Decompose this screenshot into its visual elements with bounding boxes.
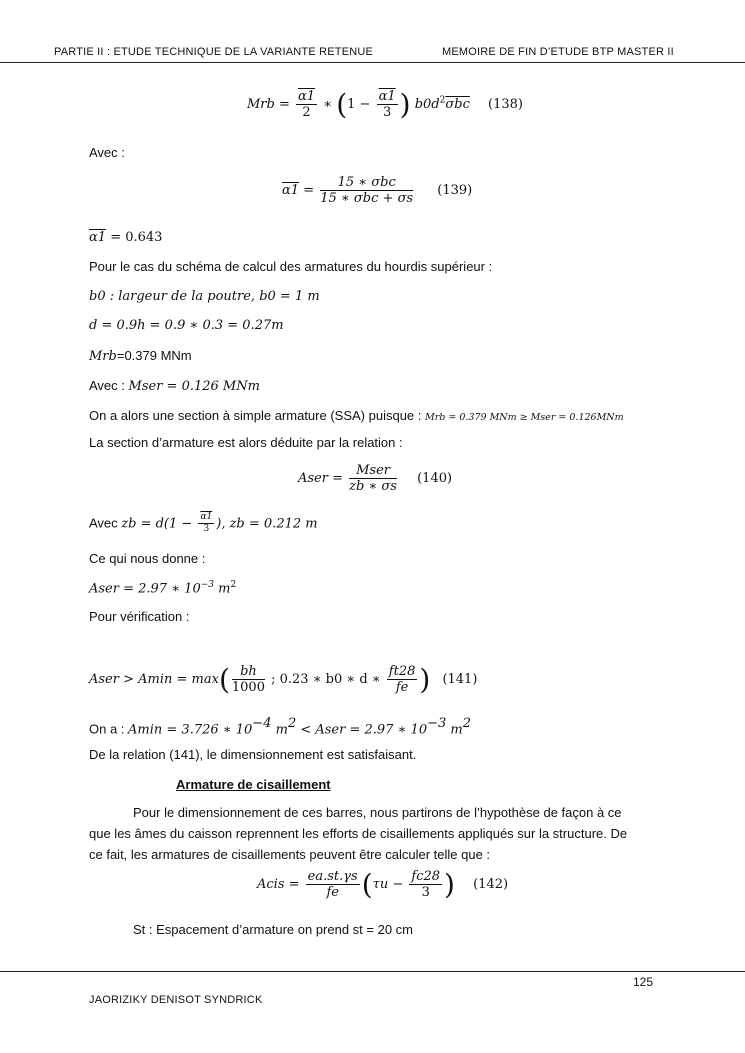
eq139-equals: = bbox=[303, 183, 315, 198]
eq139-number: (139) bbox=[437, 183, 473, 198]
section-title: Armature de cisaillement bbox=[176, 777, 331, 792]
eq139-den-ss: $\overline{\sigma s}$ bbox=[397, 191, 414, 206]
paragraph-line-3: ce fait, les armatures de cisaillements peuvent être calculer telle que : bbox=[89, 847, 491, 862]
header-left: PARTIE II : ETUDE TECHNIQUE DE LA VARIANTE RETENUE bbox=[54, 46, 374, 58]
eq141-lhs: Aser > Amin = max bbox=[89, 672, 219, 687]
eq138-times: ∗ bbox=[323, 97, 333, 112]
avec-label-1: Avec : bbox=[89, 145, 125, 160]
eq141-f2-den: fe bbox=[395, 680, 409, 695]
amin-label: On a : bbox=[89, 721, 129, 737]
zb-b: ), zb = 0.212 m bbox=[216, 516, 318, 532]
mrb-rhs: =0.379 MNm bbox=[116, 348, 192, 363]
paragraph-line-1: Pour le dimensionnement de ces barres, nous partirons de l’hypothèse de façon à ce bbox=[133, 805, 622, 820]
text-schema: Pour le cas du schéma de calcul des armatures du hourdis supérieur : bbox=[89, 259, 493, 274]
eq138-sigma-bc: $\overline{\sigma bc}$ bbox=[445, 97, 470, 112]
zb-a: zb = d(1 − bbox=[121, 516, 197, 532]
eq139-lhs: α1 bbox=[282, 183, 300, 198]
eq139-den-a: 15 ∗ bbox=[320, 191, 354, 206]
avec-mser-line bbox=[89, 377, 260, 395]
page-number: 125 bbox=[633, 975, 654, 989]
d-line: d = 0.9h = 0.9 ∗ 0.3 = 0.27m bbox=[89, 318, 284, 333]
equation-138: Mrb = $\frac{\alpha 1}{2}$ ∗ (1 − $\frac{\alpha 1}{3}$ ) $b0d^2\overline{\sigma bc}$ (138) bbox=[247, 88, 523, 121]
aser-exp: −3 bbox=[200, 580, 214, 590]
alpha-value bbox=[89, 230, 162, 245]
mrb-lhs: Mrb bbox=[89, 349, 117, 364]
equation-142: Acis = $\frac{ea.st.\gamma s}{fe}$ (τu − $\frac{fc28}{3}$ ) (142) bbox=[257, 868, 509, 901]
eq138-lhs: Mrb = bbox=[247, 97, 290, 112]
amin-b: m bbox=[271, 722, 288, 738]
eq138-alpha-2: α1 bbox=[378, 89, 396, 104]
eq139-num-text: 15 ∗ σbc bbox=[337, 175, 396, 190]
amin-exp1: −4 bbox=[252, 716, 272, 731]
eq141-f1-num: bh bbox=[232, 664, 265, 680]
avec-mser-label: Avec : bbox=[89, 378, 129, 393]
amin-d: m bbox=[446, 722, 463, 738]
eq142-f1-num: ea.st.γs bbox=[307, 869, 358, 884]
eq139-numerator bbox=[320, 175, 413, 191]
eq142-tau: τu − bbox=[372, 877, 408, 892]
eq142-number: (142) bbox=[473, 877, 509, 892]
aser-unit: m bbox=[214, 581, 231, 597]
eq138-two: 2 bbox=[302, 105, 311, 120]
relation-141-text: De la relation (141), le dimensionnement est satisfaisant. bbox=[89, 747, 417, 762]
eq142-f2-den: 3 bbox=[421, 885, 430, 900]
zb-alpha: α1 bbox=[200, 512, 213, 522]
zb-line bbox=[89, 512, 318, 535]
amin-exp3: −3 bbox=[427, 716, 447, 731]
amin-exp2: 2 bbox=[287, 716, 297, 731]
equation-139 bbox=[282, 175, 472, 206]
aser-line bbox=[89, 580, 236, 596]
eq140-den bbox=[349, 479, 397, 494]
spacing-line: St : Espacement d’armature on prend st = 20 cm bbox=[133, 922, 414, 937]
eq141-f1-den: 1000 bbox=[231, 680, 265, 695]
aser-a: Aser = 2.97 ∗ 10 bbox=[89, 581, 201, 597]
ssa-text: On a alors une section à simple armature (SSA) puisque : bbox=[89, 408, 425, 423]
zb-three: 3 bbox=[203, 524, 210, 534]
eq140-den-a: zb ∗ bbox=[349, 479, 382, 494]
eq138-number: (138) bbox=[488, 97, 523, 112]
eq140-den-ss: $\overline{\sigma s}$ bbox=[381, 479, 397, 494]
donne-text: Ce qui nous donne : bbox=[89, 551, 206, 566]
ssa-line bbox=[89, 407, 624, 425]
relation-text: La section d’armature est alors déduite par la relation : bbox=[89, 435, 403, 450]
ssa-math: Mrb = 0.379 MNm ≥ Mser = 0.126MNm bbox=[425, 412, 624, 423]
b0-line: b0 : largeur de la poutre, b0 = 1 m bbox=[89, 289, 320, 304]
eq141-number: (141) bbox=[442, 672, 478, 687]
amin-exp4: 2 bbox=[462, 716, 472, 731]
eq138-three: 3 bbox=[382, 105, 392, 120]
zb-label: Avec bbox=[89, 515, 122, 531]
eq138-one-minus: 1 − bbox=[347, 97, 371, 112]
eq139-denominator bbox=[320, 191, 413, 206]
eq141-f2-num: ft28 bbox=[388, 664, 416, 679]
aser-unit-exp: 2 bbox=[230, 580, 237, 590]
amin-c: < Aser = 2.97 ∗ 10 bbox=[296, 722, 428, 738]
eq140-num: Mser bbox=[349, 463, 397, 479]
footer-rule bbox=[0, 971, 745, 972]
footer-author: JAORIZIKY DENISOT SYNDRICK bbox=[89, 994, 263, 1006]
amin-a: Amin = 3.726 ∗ 10 bbox=[128, 722, 253, 738]
eq138-alpha: α1 bbox=[298, 89, 316, 104]
eq142-f2-num: fc28 bbox=[411, 869, 441, 884]
equation-140 bbox=[298, 463, 452, 494]
eq139-den-sbc: $\overline{\sigma bc}$ bbox=[353, 191, 379, 206]
eq138-b0d: b0d bbox=[414, 97, 440, 112]
eq140-number: (140) bbox=[417, 471, 453, 486]
eq141-mid: ; 0.23 ∗ b0 ∗ d ∗ bbox=[266, 672, 385, 687]
alpha-value-lhs: α1 bbox=[89, 230, 107, 245]
paragraph-line-2: que les âmes du caisson reprennent les efforts de cisaillements appliqués sur la structure. De bbox=[89, 826, 628, 841]
amin-line bbox=[89, 716, 471, 738]
header-rule bbox=[0, 62, 745, 63]
eq140-lhs: Aser = bbox=[298, 471, 343, 486]
eq138-exp: 2 bbox=[439, 95, 446, 106]
eq142-f1-den: fe bbox=[326, 885, 339, 900]
eq142-lhs: Acis = bbox=[257, 877, 300, 892]
eq139-den-b: + bbox=[378, 191, 398, 206]
alpha-value-rhs: = 0.643 bbox=[106, 230, 163, 245]
equation-141: Aser > Amin = max( $\frac{bh}{1000}$ ; 0.23 ∗ b0 ∗ d ∗ $\frac{ft28}{fe}$ ) (141) bbox=[89, 663, 478, 696]
verification-text: Pour vérification : bbox=[89, 609, 190, 624]
avec-mser-math: Mser = 0.126 MNm bbox=[128, 379, 260, 394]
mrb-line bbox=[89, 347, 192, 365]
header-right: MEMOIRE DE FIN D’ETUDE BTP MASTER II bbox=[442, 46, 674, 58]
